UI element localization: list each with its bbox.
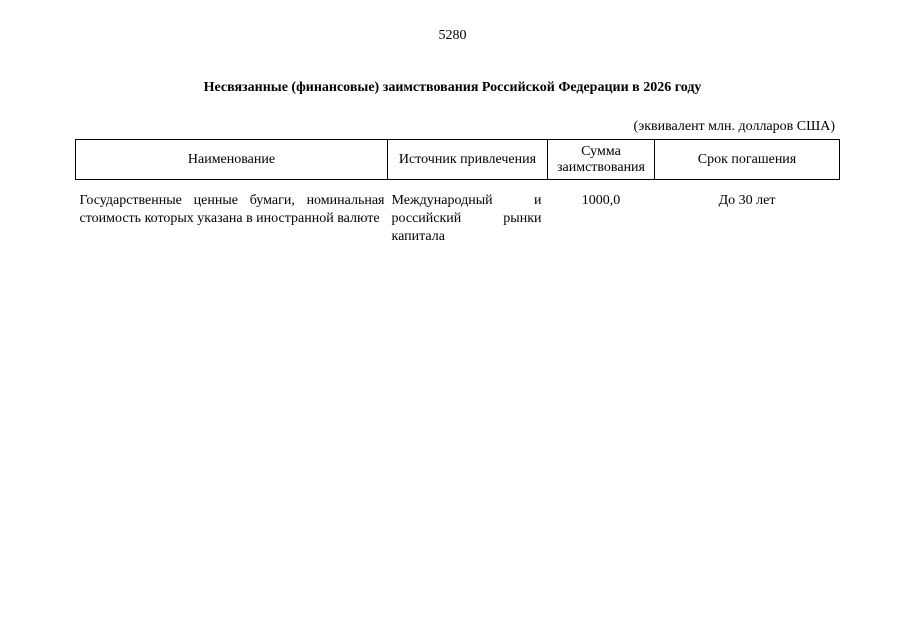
- table-row: [76, 180, 840, 248]
- column-header-name: Наименование: [76, 140, 388, 180]
- units-note: (эквивалент млн. долларов США): [633, 119, 835, 134]
- column-header-amount: Сумма заимствования: [548, 140, 655, 180]
- document-title: Несвязанные (финансовые) заимствования Российской Федерации в 2026 году: [203, 80, 702, 95]
- column-header-term: Срок погашения: [655, 140, 840, 180]
- column-header-source: Источник привлечения: [388, 140, 548, 180]
- cell-instrument-name: Государственные ценные бумаги, номинальная стоимость которых указана в иностранной валюте: [79, 193, 385, 226]
- cell-source: Международный и российский рынки капитала: [391, 193, 542, 244]
- borrowings-table: [75, 139, 840, 247]
- page-number: 5280: [438, 28, 467, 43]
- cell-term: До 30 лет: [718, 193, 776, 208]
- table-header-row: [76, 140, 840, 180]
- cell-amount: 1000,0: [581, 193, 621, 208]
